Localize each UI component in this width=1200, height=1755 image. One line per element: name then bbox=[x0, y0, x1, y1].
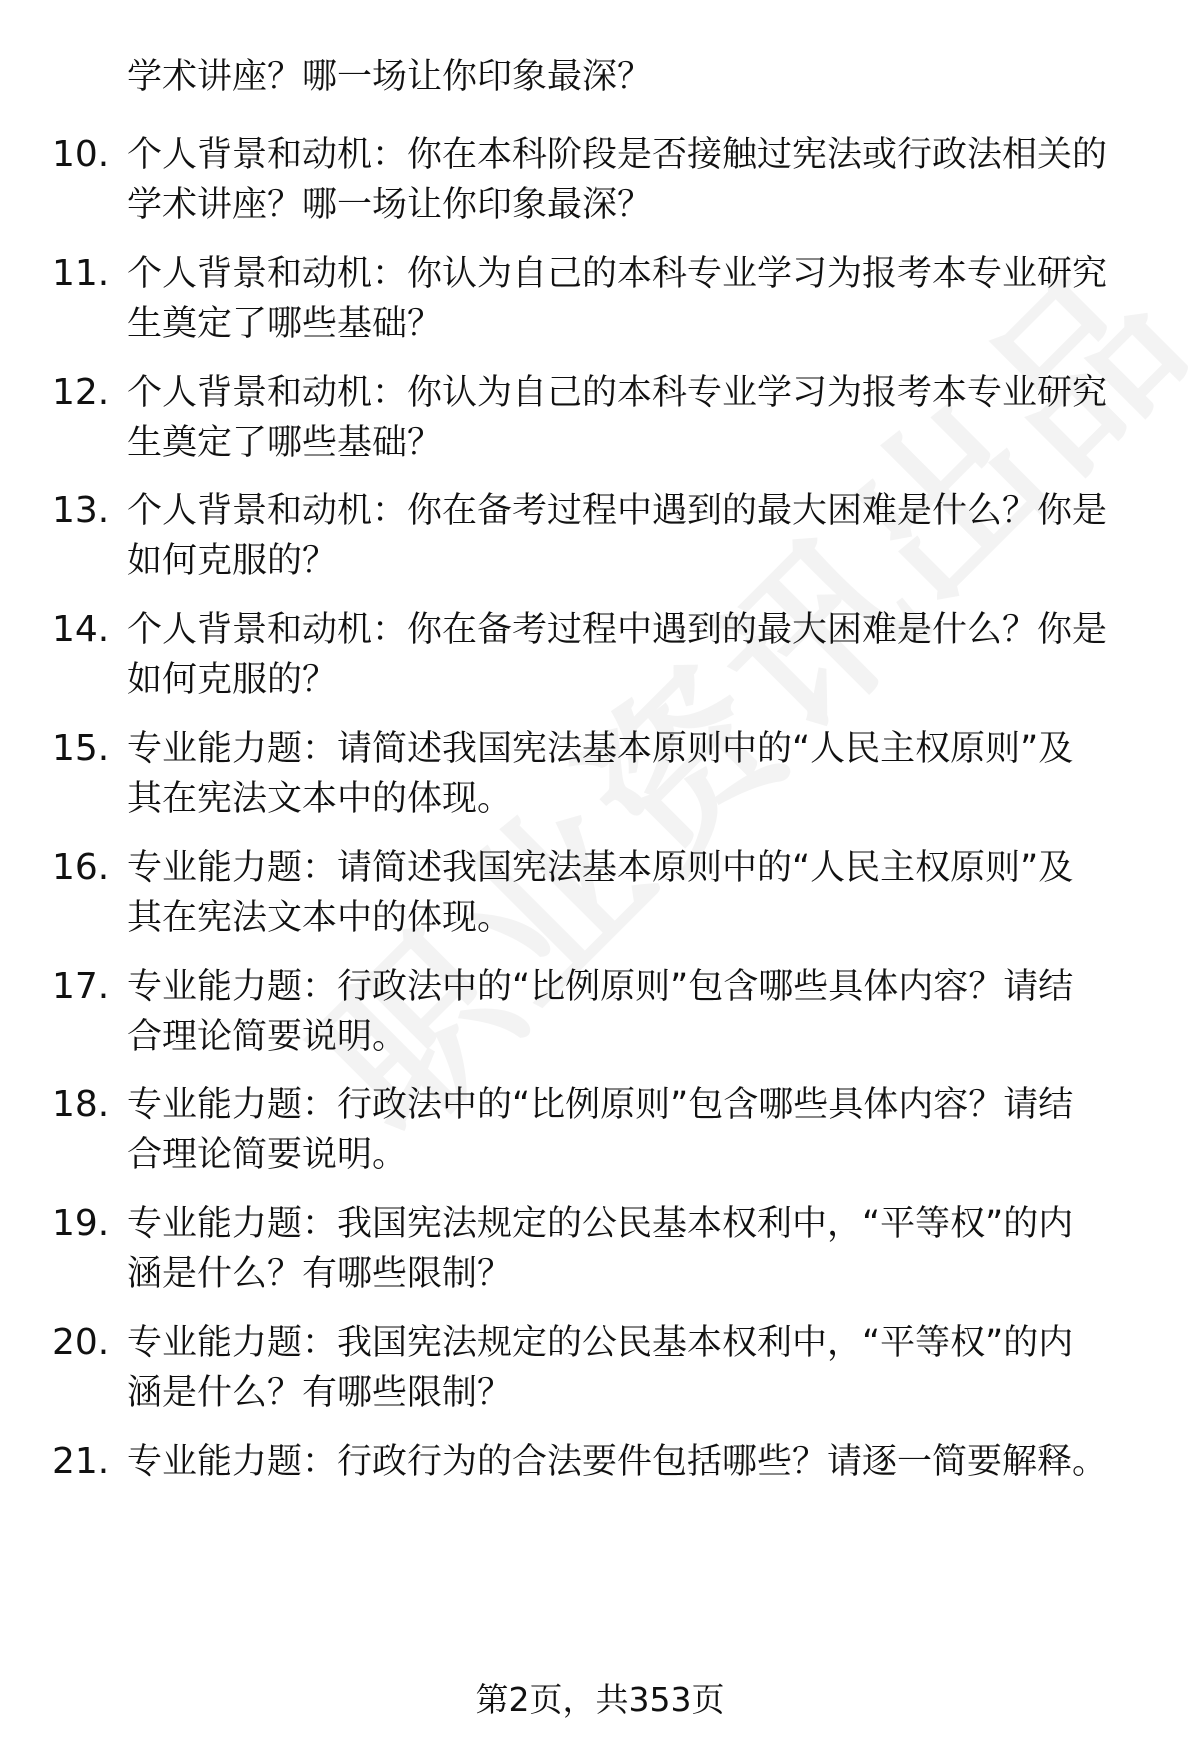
item-body bbox=[127, 1199, 1147, 1299]
item-body bbox=[127, 1318, 1147, 1418]
item-text-line: 学术讲座？哪一场让你印象最深？ bbox=[127, 57, 653, 97]
item-number: 21. bbox=[52, 1441, 110, 1482]
item-text-line: 个人背景和动机：你在备考过程中遇到的最大困难是什么？你是 bbox=[127, 610, 1108, 650]
item-text-line: 涵是什么？有哪些限制？ bbox=[127, 1373, 513, 1413]
item-text-line: 如何克服的？ bbox=[127, 660, 338, 700]
item-body bbox=[127, 130, 1147, 230]
item-body bbox=[127, 724, 1147, 824]
item-body bbox=[127, 843, 1147, 943]
item-number: 16. bbox=[52, 847, 110, 888]
item-number: 18. bbox=[52, 1084, 110, 1125]
item-body bbox=[127, 368, 1147, 468]
item-number: 20. bbox=[52, 1322, 110, 1363]
item-body bbox=[127, 962, 1147, 1062]
item-text-line: 个人背景和动机：你认为自己的本科专业学习为报考本专业研究 bbox=[127, 254, 1108, 294]
item-text-line: 专业能力题：行政行为的合法要件包括哪些？请逐一简要解释。 bbox=[127, 1442, 1108, 1482]
item-text-line: 个人背景和动机：你在备考过程中遇到的最大困难是什么？你是 bbox=[127, 491, 1108, 531]
item-number: 17. bbox=[52, 966, 110, 1007]
item-number: 13. bbox=[52, 490, 110, 531]
item-text-line: 合理论简要说明。 bbox=[127, 1017, 408, 1057]
item-text-line: 其在宪法文本中的体现。 bbox=[127, 779, 513, 819]
item-body bbox=[127, 1080, 1147, 1180]
item-number: 14. bbox=[52, 609, 110, 650]
item-body bbox=[127, 249, 1147, 349]
item-number: 12. bbox=[52, 372, 110, 413]
item-text-line: 专业能力题：我国宪法规定的公民基本权利中，“平等权”的内 bbox=[127, 1323, 1074, 1363]
item-number: 11. bbox=[52, 253, 110, 294]
item-number: 19. bbox=[52, 1203, 110, 1244]
item-text-line: 专业能力题：请简述我国宪法基本原则中的“人民主权原则”及 bbox=[127, 848, 1074, 888]
item-text-line: 涵是什么？有哪些限制？ bbox=[127, 1254, 513, 1294]
item-text-line: 个人背景和动机：你认为自己的本科专业学习为报考本专业研究 bbox=[127, 373, 1108, 413]
page-footer: 第2页，共353页 bbox=[475, 1680, 725, 1719]
item-number: 10. bbox=[52, 134, 110, 175]
item-body bbox=[127, 1437, 1147, 1487]
item-text-line: 合理论简要说明。 bbox=[127, 1135, 408, 1175]
item-text-line: 专业能力题：我国宪法规定的公民基本权利中，“平等权”的内 bbox=[127, 1204, 1074, 1244]
item-text-line: 专业能力题：请简述我国宪法基本原则中的“人民主权原则”及 bbox=[127, 729, 1074, 769]
item-text-line: 学术讲座？哪一场让你印象最深？ bbox=[127, 185, 653, 225]
item-text-line: 如何克服的？ bbox=[127, 541, 338, 581]
item-text-line: 专业能力题：行政法中的“比例原则”包含哪些具体内容？请结 bbox=[127, 1085, 1074, 1125]
item-body bbox=[127, 486, 1147, 586]
item-number: 15. bbox=[52, 728, 110, 769]
item-text-line: 生奠定了哪些基础？ bbox=[127, 304, 443, 344]
item-body bbox=[127, 605, 1147, 705]
item-text-line: 其在宪法文本中的体现。 bbox=[127, 898, 513, 938]
item-text-line: 个人背景和动机：你在本科阶段是否接触过宪法或行政法相关的 bbox=[127, 135, 1108, 175]
item-text-line: 专业能力题：行政法中的“比例原则”包含哪些具体内容？请结 bbox=[127, 967, 1074, 1007]
item-text-line: 生奠定了哪些基础？ bbox=[127, 423, 443, 463]
